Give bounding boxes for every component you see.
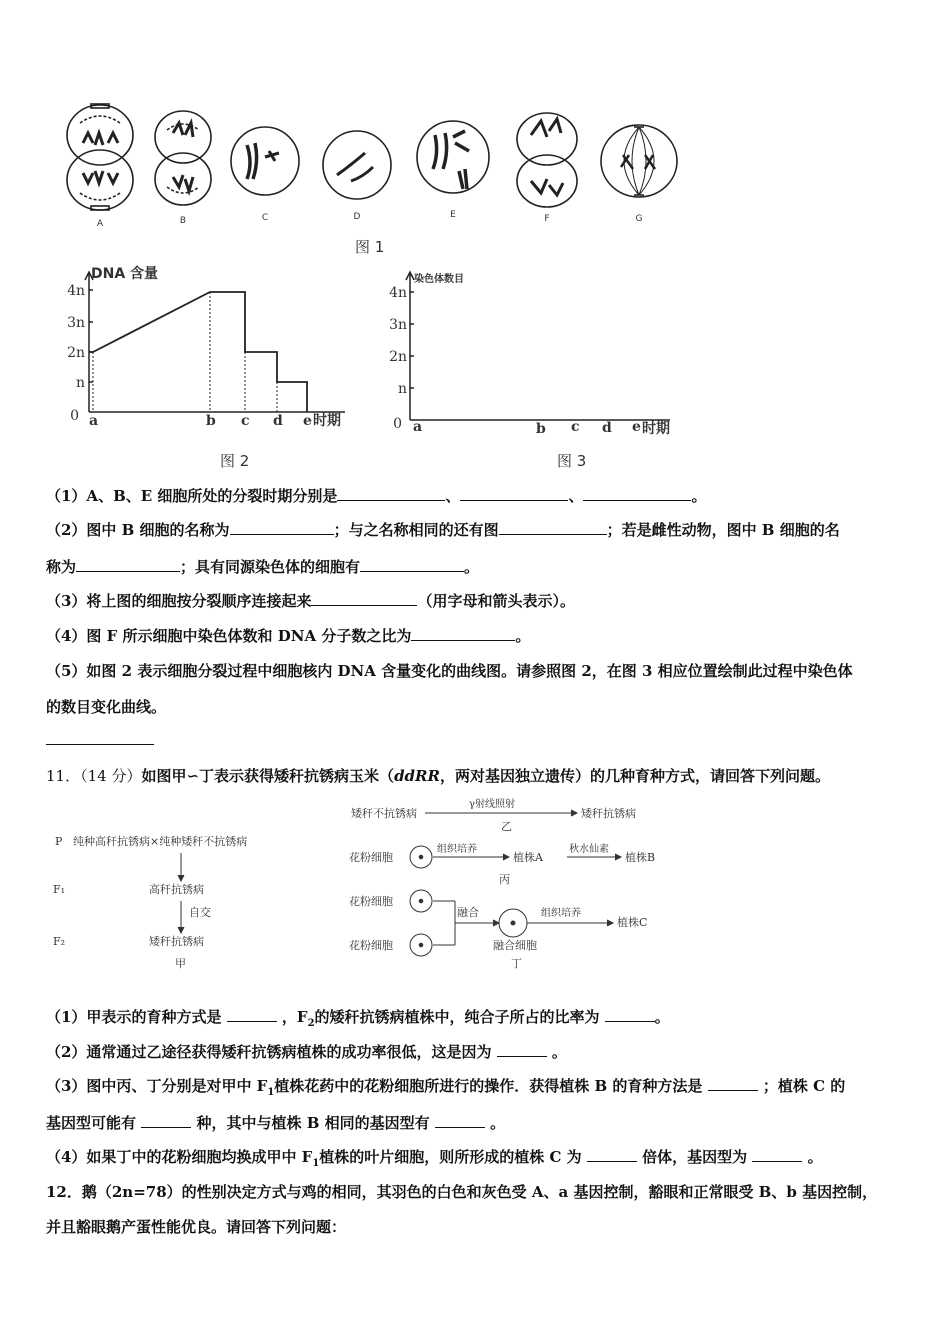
figure-3-y-tick: n [397,381,407,397]
q11-intro: 11．（14 分）如图甲∽丁表示获得矮秆抗锈病玉米（ddRR，两对基因独立遗传）的几种育种方式，请回答下列问题。 [46,767,830,785]
answer-blank[interactable] [605,1007,655,1022]
figure-3-x-tick: b [536,421,546,437]
figure-3-caption: 图 3 [557,452,587,470]
yi-arrow-label: γ射线照射 [469,799,515,810]
figure-3-x-tick: c [571,419,580,435]
figure-2-y-title: DNA 含量 [91,266,159,282]
figure-2-caption: 图 2 [220,452,250,470]
p-generation-label: P [55,835,63,848]
answer-blank[interactable] [497,1042,547,1057]
q11-part1: （1）甲表示的育种方式是 ，$F_2$的矮秆抗锈病植株中，纯合子所占的比率为 。 [46,1008,670,1029]
cell-b-drawing [155,111,211,205]
q10-part2-line2: 称为 ；具有同源染色体的细胞有 。 [46,558,480,576]
bing-arrow2-label: 秋水仙素 [569,844,609,855]
figure-2-y-tick: n [75,375,85,391]
figure-3-x-title: 时期 [642,421,670,437]
q10-part5-line2: 的数目变化曲线。 [46,698,167,716]
yi-start: 矮秆不抗锈病 [351,807,417,820]
figure-2-x-tick: e [303,413,312,429]
figure-3-y-tick: 0 [393,416,402,432]
method-bing-label: 丙 [499,873,510,886]
answer-blank[interactable] [435,1113,485,1128]
q10-part4: （4）图 F 所示细胞中染色体数和 DNA 分子数之比为 。 [46,627,531,645]
answer-blank[interactable] [227,1007,277,1022]
ding-pollen-1: 花粉细胞 [349,895,393,908]
yi-end: 矮秆抗锈病 [581,807,636,820]
bing-start: 花粉细胞 [349,851,393,864]
q10-part1: （1）A、B、E 细胞所处的分裂时期分别是 、 、 。 [46,487,707,505]
section-divider [46,744,154,745]
answer-blank[interactable] [460,486,568,501]
figure-2-y-tick: 0 [70,408,79,424]
figure-3-y-tick: 3n [389,317,407,333]
bing-arrow1-label: 组织培养 [437,844,477,855]
answer-blank[interactable] [76,557,180,572]
cell-g-drawing [601,125,677,197]
cell-c-drawing [231,127,299,195]
figure-2-y-tick: 3n [67,315,85,331]
q11-part3-line1: （3）图中丙、丁分别是对甲中 $F_1$植株花药中的花粉细胞所进行的操作．获得植株 B 的育种方法是 ；植株 C 的 [46,1077,846,1098]
figure-1-caption: 图 1 [355,238,385,256]
q12-line1: 12．鹅（2n=78）的性别决定方式与鸡的相同，其羽色的白色和灰色受 A、a 基因控制，豁眼和正常眼受 B、b 基因控制， [46,1183,878,1201]
method-yi-label: 乙 [501,820,512,833]
answer-blank[interactable] [708,1076,758,1091]
figure-2-x-title: 时期 [313,413,341,429]
answer-blank[interactable] [230,520,334,535]
answer-blank[interactable] [141,1113,191,1128]
answer-blank[interactable] [587,1147,637,1162]
q10-part3: （3）将上图的细胞按分裂顺序连接起来 （用字母和箭头表示）。 [46,592,575,610]
q10-part5-line1: （5）如图 2 表示细胞分裂过程中细胞核内 DNA 含量变化的曲线图。请参照图 2，在图 3 相应位置绘制此过程中染色体 [46,662,853,680]
ding-arrow-label: 组织培养 [541,908,581,919]
ding-plant-c: 植株C [617,916,648,929]
ding-pollen-2: 花粉细胞 [349,939,393,952]
figure-3-x-tick: d [602,420,612,436]
answer-blank[interactable] [311,591,417,606]
figure-3-x-tick: a [413,419,423,435]
q10-part2-line1: （2）图中 B 细胞的名称为 ；与之名称相同的还有图 ；若是雌性动物，图中 B 细胞的名 [46,521,840,539]
figure-3-graph [380,266,690,441]
ding-fused-cell: 融合细胞 [493,939,537,952]
figure-2-x-tick: c [241,413,250,429]
q11-part2: （2）通常通过乙途径获得矮秆抗锈病植株的成功率很低，这是因为 。 [46,1043,567,1061]
figure-2-y-tick: 2n [67,345,85,361]
answer-blank[interactable] [752,1147,802,1162]
answer-blank[interactable] [499,520,607,535]
breeding-diagram [45,795,685,975]
cell-label-a: A [96,219,104,229]
answer-blank[interactable] [360,557,464,572]
q11-part4: （4）如果丁中的花粉细胞均换成甲中 $F_1$植株的叶片细胞，则所形成的植株 C 为 倍体，基因型为 。 [46,1148,823,1169]
cell-label-d: D [353,212,361,222]
q11-part3-line2: 基因型可能有 种，其中与植株 B 相同的基因型有 。 [46,1114,506,1132]
f1-label: F₁ [53,883,66,896]
answer-blank[interactable] [583,486,691,501]
answer-blank[interactable] [337,486,445,501]
answer-blank[interactable] [411,626,515,641]
method-jia-label: 甲 [175,957,186,970]
figure-3-y-tick: 4n [389,285,407,301]
f2-label: F₂ [53,935,66,948]
figure-2-x-tick: b [206,413,216,429]
cell-label-g: G [635,214,643,224]
q12-line2: 并且豁眼鹅产蛋性能优良。请回答下列问题： [46,1218,347,1236]
figure-1-cells [55,95,695,235]
cell-d-drawing [323,131,391,199]
parental-cross: 纯种高秆抗锈病×纯种矮秆不抗锈病 [73,835,248,848]
figure-3-y-title: 染色体数目 [414,274,464,285]
figure-2-x-tick: a [89,413,99,429]
cell-f-drawing [517,113,577,207]
figure-2-y-tick: 4n [67,283,85,299]
cell-label-e: E [450,210,456,220]
method-ding-label: 丁 [511,957,522,970]
cell-label-f: F [544,214,550,224]
f1-phenotype: 高秆抗锈病 [149,883,204,896]
figure-2-graph [55,262,355,437]
cell-a-drawing [67,104,133,210]
figure-3-y-tick: 2n [389,349,407,365]
cell-label-c: C [261,213,269,223]
ding-fuse-label: 融合 [457,906,479,919]
cell-label-b: B [179,216,187,226]
self-pollination-label: 自交 [189,906,211,919]
f2-phenotype: 矮秆抗锈病 [149,935,204,948]
cell-e-drawing [417,121,489,193]
figure-3-x-tick: e [632,419,641,435]
bing-plant-b: 植株B [625,851,656,864]
figure-2-x-tick: d [273,413,283,429]
bing-plant-a: 植株A [513,851,543,864]
